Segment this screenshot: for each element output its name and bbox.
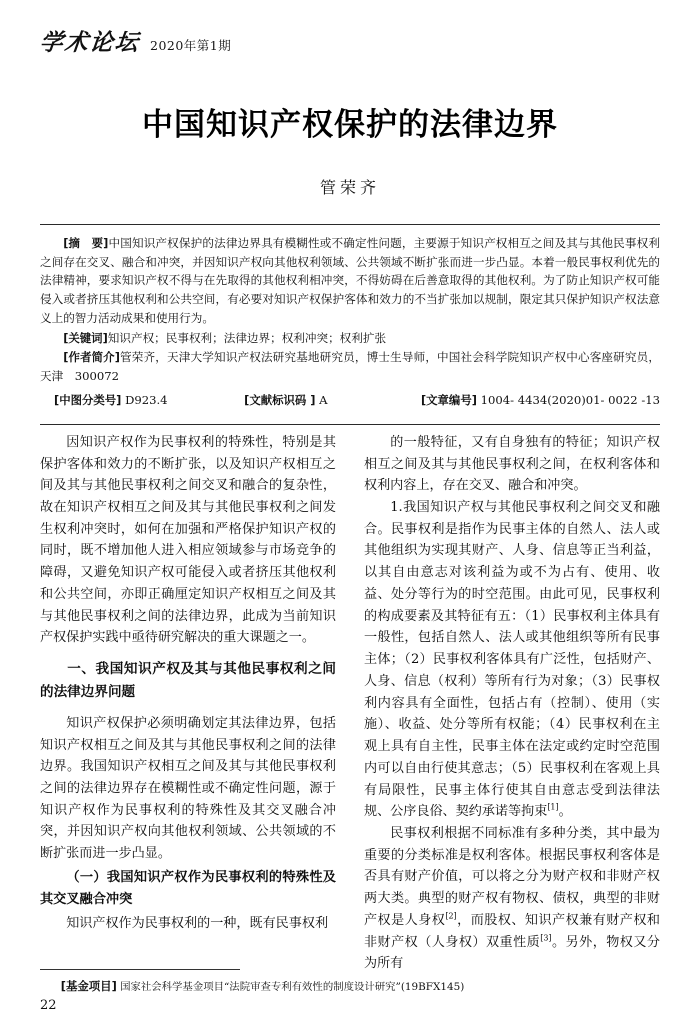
abstract-block bbox=[40, 225, 660, 416]
clc-value: D923.4 bbox=[125, 393, 168, 407]
keywords-text: 知识产权；民事权利；法律边界；权利冲突；权利扩张 bbox=[107, 330, 387, 345]
abstract-paragraph bbox=[40, 234, 660, 328]
article-id-value: 1004- 4434(2020)01- 0022 -13 bbox=[480, 393, 660, 407]
paragraph bbox=[364, 497, 660, 823]
page-number: 22 bbox=[40, 998, 57, 1013]
fund-label: [基金项目] bbox=[60, 979, 117, 994]
author-name: 管荣齐 bbox=[319, 177, 380, 197]
paragraph: 知识产权保护必须明确划定其法律边界，包括知识产权相互之间及其与其他民事权利之间的法律边界。我国知识产权相互之间及其与其他民事权利之间的法律边界存在模糊性或不确定性问题，源于知识产权作为民事权利的特殊性及其交叉融合冲突，并因知识产权向其他权利领域、公共领域的不断扩张而进一步凸显。 bbox=[40, 715, 336, 862]
fund-text: 国家社会科学基金项目“法院审查专利有效性的制度设计研究”(19BFX145) bbox=[120, 981, 465, 994]
left-column bbox=[40, 432, 336, 944]
clc-label: [中图分类号] bbox=[54, 393, 122, 407]
paragraph: 因知识产权作为民事权利的特殊性，特别是其保护客体和效力的不断扩张，以及知识产权相互之间及其与其他民事权利之间交叉和融合的复杂性，故在知识产权相互之间及其与其他民事权利之间发生权利冲突时，如何在加强和严格保护知识产权的同时，既不增加他人进入相应领域参与市场竞争的障碍，又避免知识产权可能侵入或者挤压其他权利和公共空间，亦即正确厘定知识产权相互之间及其与其他民事权利之间的法律边界，此成为当前知识产权保护实践中亟待研究解决的重大课题之一。 bbox=[40, 434, 336, 646]
author-bio-label: [作者简介] bbox=[63, 350, 120, 365]
clc-cell bbox=[40, 391, 244, 410]
keywords-label: [关键词] bbox=[63, 330, 108, 345]
paragraph bbox=[364, 823, 660, 975]
footnote-ref-1[interactable]: [1] bbox=[547, 802, 559, 812]
masthead bbox=[40, 0, 660, 68]
fund-note bbox=[40, 978, 660, 996]
divider-bottom bbox=[40, 424, 660, 425]
author-bio-paragraph bbox=[40, 348, 660, 386]
paragraph-text-tail: 。另外，物权又分为所有 bbox=[364, 934, 661, 972]
section-heading-1: 一、我国知识产权及其与其他民事权利之间的法律边界问题 bbox=[40, 661, 336, 700]
abstract-text: 中国知识产权保护的法律边界具有模糊性或不确定性问题，主要源于知识产权相互之间及其与其他民事权利之间存在交叉、融合和冲突，并因知识产权向其他权利领域、公共领域不断扩张而进一步凸显。本着一般民事权利优先的法律精神，要求知识产权不得与在先取得的其他权利相冲突，不得妨碍在后善意取得的其他权利。为了防止知识产权可能侵入或者挤压其他权利和公共空间，有必要对知识产权保护客体和效力的不当扩张加以规制，限定其只保护知识产权法意义上的智力活动成果和使用行为。 bbox=[40, 235, 660, 325]
paragraph-text-tail: 。 bbox=[558, 804, 572, 820]
abstract-label: [摘 要] bbox=[63, 235, 109, 250]
page-footer bbox=[40, 969, 660, 1013]
paragraph-text: 民事权利根据不同标准有多种分类，其中最为重要的分类标准是权利客体。根据民事权利客体是否具有财产价值，可以将之分为财产权和非财产权两大类。典型的财产权有物权、债权，典型的非财产权是人身权 bbox=[364, 826, 660, 928]
article-id-cell bbox=[421, 391, 660, 410]
title-block bbox=[40, 106, 660, 198]
doc-code-label: [文献标识码 ] bbox=[244, 393, 316, 407]
right-column bbox=[364, 432, 661, 972]
body-columns bbox=[40, 432, 661, 972]
footnote-ref-2[interactable]: [2] bbox=[445, 911, 457, 921]
paragraph: 知识产权作为民事权利的一种，既有民事权利 bbox=[66, 915, 329, 931]
doc-code-value: A bbox=[319, 393, 328, 407]
issue-label: 2020年第1期 bbox=[150, 38, 232, 53]
page-title: 中国知识产权保护的法律边界 bbox=[142, 107, 558, 143]
paragraph-text: 1.我国知识产权与其他民事权利之间交叉和融合。民事权利是指作为民事主体的自然人、法人或其他组织为实现其财产、人身、信息等正当利益，以其自由意志对该利益为或不为占有、使用、收益、处分等行为的时空范围。由此可见，民事权利的构成要素及其特征有五：（1）民事权利主体具有一般性，包括自然人、法人或其他组织等所有民事主体；（2）民事权利客体具有广泛性，包括财产、人身、信息（权利）等所有行为对象；（3）民事权利内容具有全面性，包括占有（控制）、使用（实施）、收益、处分等所有权能；（4）民事权利在主观上具有自主性，民事主体在法定或约定时空范围内可以自由行使其意志；（5）民事权利在客观上具有局限性，民事主体行使其自由意志受到法律法规、公序良俗、契约承诺等拘束 bbox=[364, 499, 660, 820]
subsection-heading-1: （一）我国知识产权作为民事权利的特殊性及其交叉融合冲突 bbox=[40, 869, 336, 907]
article-id-label: [文章编号] bbox=[420, 393, 477, 407]
author-bio-text: 管荣齐，天津大学知识产权法研究基地研究员，博士生导师，中国社会科学院知识产权中心客座研究员，天津 300072 bbox=[40, 350, 660, 384]
paragraph: 的一般特征，又有自身独有的特征；知识产权相互之间及其与其他民事权利之间，在权利客体和权利内容上，存在交叉、融合和冲突。 bbox=[364, 434, 660, 494]
paragraph-text: ，而股权、知识产权兼有财产权和非财产权（人身权）双重性质 bbox=[364, 912, 661, 950]
classification-row bbox=[40, 387, 660, 412]
doc-code-cell bbox=[244, 391, 421, 410]
footnote-ref-3[interactable]: [3] bbox=[540, 933, 552, 943]
footnote-divider bbox=[40, 969, 240, 970]
journal-logo: 学术论坛 bbox=[38, 29, 142, 56]
keywords-paragraph bbox=[40, 329, 660, 348]
